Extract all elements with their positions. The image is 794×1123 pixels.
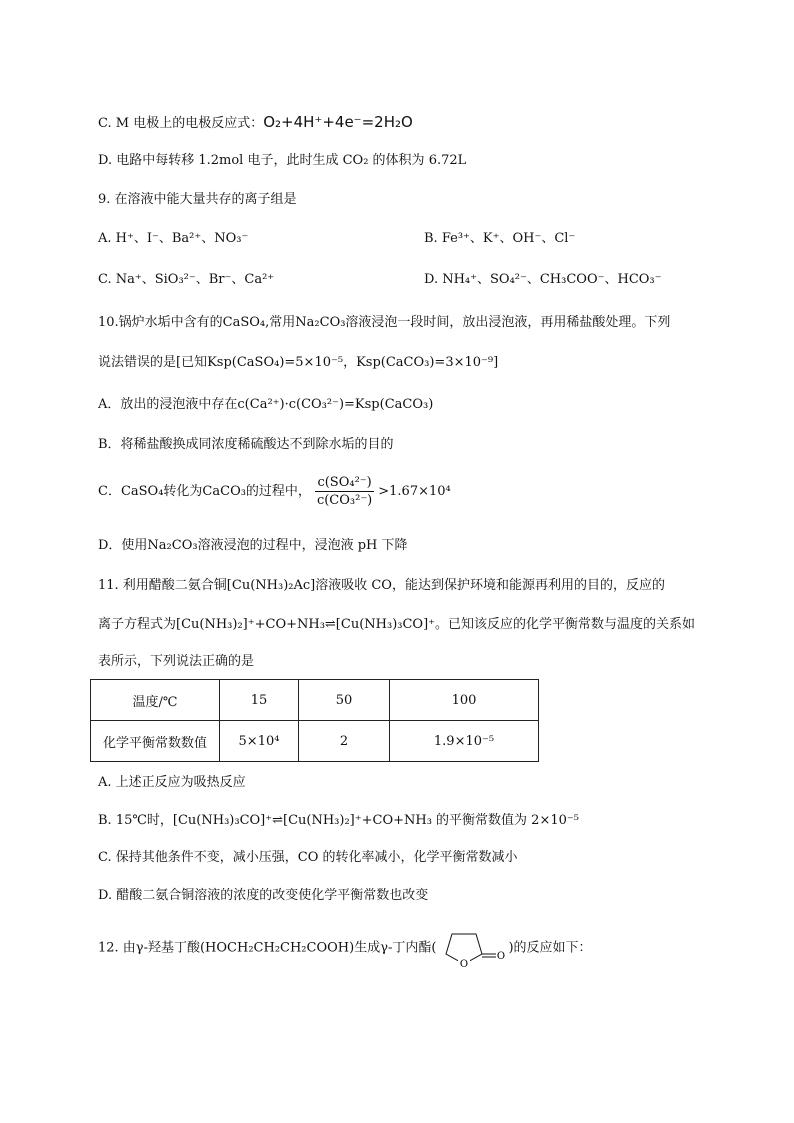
- q10-option-d: D．使用Na₂CO₃溶液浸泡的过程中，浸泡液 pH 下降: [98, 538, 408, 553]
- fraction-denominator: c(CO₃²⁻): [316, 493, 373, 508]
- ring-oxygen-label: O: [460, 959, 469, 970]
- table-cell: 100: [390, 680, 539, 721]
- q12-stem-suffix: )的反应如下：: [508, 940, 592, 956]
- q10-stem-line2: 说法错误的是[已知Ksp(CaSO₄)=5×10⁻⁵，Ksp(CaCO₃)=3×10⁻⁹]: [98, 355, 499, 370]
- q9-option-b: B. Fe³⁺、K⁺、OH⁻、Cl⁻: [424, 231, 576, 246]
- fraction-numerator: c(SO₄²⁻): [315, 474, 374, 492]
- q8-c-equation: O₂+4H⁺+4e⁻=2H₂O: [263, 113, 413, 131]
- q8-option-c: [98, 112, 413, 134]
- q11-option-c: C. 保持其他条件不变，减小压强，CO 的转化率减小，化学平衡常数减小: [98, 850, 518, 865]
- table-header-temperature: 温度/℃: [91, 680, 220, 721]
- q11-option-a: A. 上述正反应为吸热反应: [98, 775, 246, 790]
- q11-stem-line3: 表所示，下列说法正确的是: [98, 654, 255, 669]
- q12-stem-prefix: 12. 由γ-羟基丁酸(HOCH₂CH₂CH₂COOH)生成γ-丁内酯(: [98, 940, 437, 956]
- q10-c-suffix: >1.67×10⁴: [378, 484, 451, 499]
- equilibrium-table: [90, 679, 539, 762]
- q10-stem-line1: 10.锅炉水垢中含有的CaSO₄,常用Na₂CO₃溶液浸泡一段时间，放出浸泡液，再用稀盐酸处理。下列: [98, 315, 671, 330]
- q11-option-d: D. 醋酸二氨合铜溶液的浓度的改变使化学平衡常数也改变: [98, 888, 429, 903]
- q9-stem: 9. 在溶液中能大量共存的离子组是: [98, 192, 297, 207]
- q12-stem: [98, 926, 592, 970]
- table-cell: 5×10⁴: [220, 721, 299, 762]
- table-header-constant: 化学平衡常数数值: [91, 721, 220, 762]
- q11-stem-line1: 11. 利用醋酸二氨合铜[Cu(NH₃)₂Ac]溶液吸收 CO，能达到保护环境和能源再利用的目的，反应的: [98, 578, 665, 593]
- q11-option-b: B. 15℃时，[Cu(NH₃)₃CO]⁺⇌[Cu(NH₃)₂]⁺+CO+NH₃ 的平衡常数值为 2×10⁻⁵: [98, 813, 579, 828]
- q9-option-d: D. NH₄⁺、SO₄²⁻、CH₃COO⁻、HCO₃⁻: [424, 272, 662, 287]
- carbonyl-oxygen-label: O: [497, 951, 506, 962]
- q8-option-d: D. 电路中每转移 1.2mol 电子，此时生成 CO₂ 的体积为 6.72L: [98, 153, 467, 168]
- table-cell: 15: [220, 680, 299, 721]
- q8-c-prefix: C. M 电极上的电极反应式：: [98, 116, 264, 131]
- table-cell: 1.9×10⁻⁵: [390, 721, 539, 762]
- table-cell: 2: [299, 721, 390, 762]
- gamma-butyrolactone-structure: [436, 926, 508, 970]
- table-cell: 50: [299, 680, 390, 721]
- q9-option-c: C. Na⁺、SiO₃²⁻、Br⁻、Ca²⁺: [98, 272, 275, 287]
- q10-option-c: [98, 474, 451, 509]
- q11-stem-line2: 离子方程式为[Cu(NH₃)₂]⁺+CO+NH₃⇌[Cu(NH₃)₃CO]⁺。已知该反应的化学平衡常数与温度的关系如: [98, 617, 696, 632]
- q10-c-fraction: [315, 474, 374, 509]
- q10-c-prefix: C．CaSO₄转化为CaCO₃的过程中，: [98, 484, 311, 499]
- q9-option-a: A. H⁺、I⁻、Ba²⁺、NO₃⁻: [98, 231, 249, 246]
- q10-option-a: A．放出的浸泡液中存在c(Ca²⁺)·c(CO₃²⁻)=Ksp(CaCO₃): [98, 397, 434, 412]
- table-row: [91, 721, 539, 762]
- q10-option-b: B．将稀盐酸换成同浓度稀硫酸达不到除水垢的目的: [98, 437, 394, 452]
- table-row: [91, 680, 539, 721]
